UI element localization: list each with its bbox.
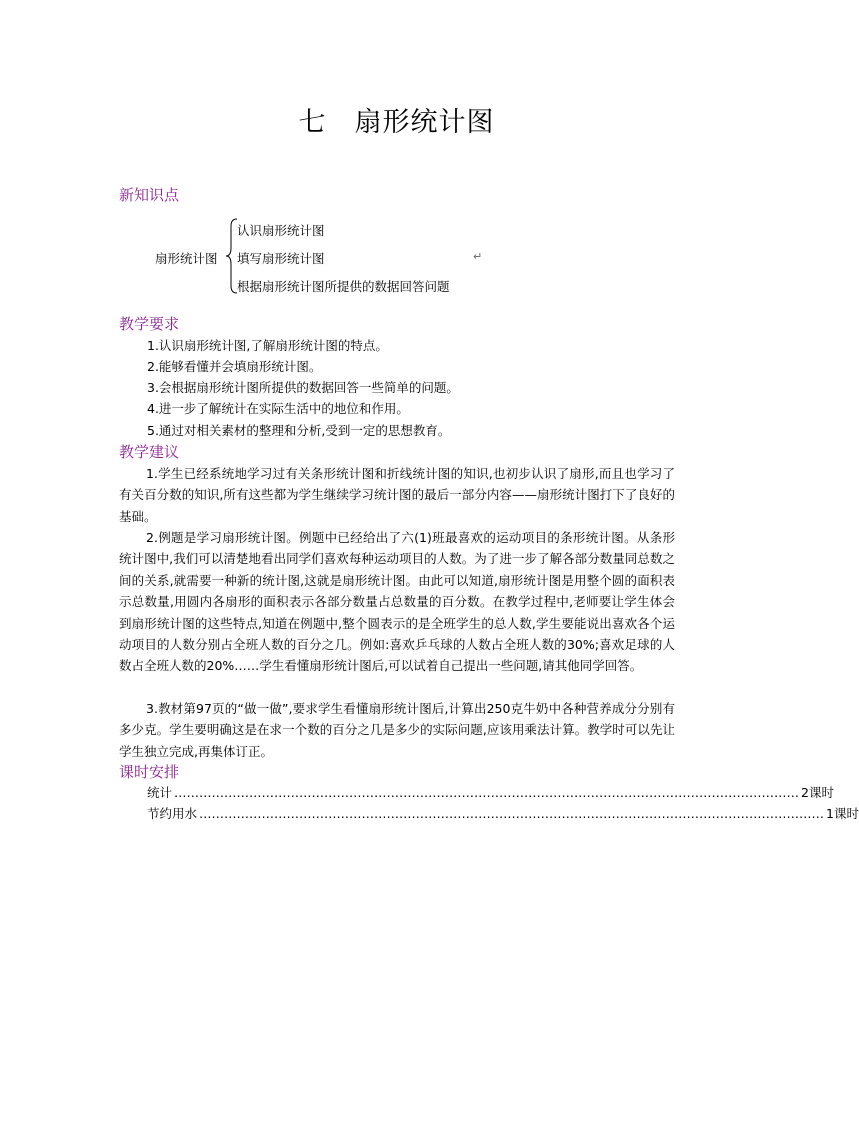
schedule-item-hours: 2课时 xyxy=(801,785,834,800)
requirement-item: 5.通过对相关素材的整理和分析,受到一定的思想教育。 xyxy=(147,423,451,438)
section-heading-requirements: 教学要求 xyxy=(119,315,180,333)
schedule-item-name: 统计 xyxy=(147,785,173,800)
requirement-item: 4.进一步了解统计在实际生活中的地位和作用。 xyxy=(147,401,409,416)
schedule-item-name: 节约用水 xyxy=(147,806,198,821)
knowledge-tree-root: 扇形统计图 xyxy=(155,251,218,266)
schedule-item-hours: 1课时 xyxy=(826,806,859,821)
knowledge-tree-item: 根据扇形统计图所提供的数据回答问题 xyxy=(237,279,450,294)
leader-dots: …………………………………………………………………………………………………………………………………… xyxy=(174,785,800,800)
paragraph-return-icon: ↵ xyxy=(473,250,483,263)
knowledge-tree-item: 认识扇形统计图 xyxy=(237,223,325,238)
suggestion-paragraph: 3.教材第97页的“做一做”,要求学生看懂扇形统计图后,计算出250克牛奶中各种营养成分分别有多少克。学生要明确这是在求一个数的百分之几是多少的实际问题,应该用乘法计算。教学时可以先让学生独立完成,再集体订正。 xyxy=(119,701,675,759)
requirement-item: 3.会根据扇形统计图所提供的数据回答一些简单的问题。 xyxy=(147,380,459,395)
requirement-item: 2.能够看懂并会填扇形统计图。 xyxy=(147,359,322,374)
section-heading-new-knowledge: 新知识点 xyxy=(119,186,180,204)
requirement-item: 1.认识扇形统计图,了解扇形统计图的特点。 xyxy=(147,338,388,353)
schedule-row xyxy=(147,783,834,801)
knowledge-tree-item: 填写扇形统计图 xyxy=(237,251,325,266)
section-heading-schedule: 课时安排 xyxy=(119,763,180,781)
leader-dots: …………………………………………………………………………………………………………………………………… xyxy=(199,806,825,821)
section-heading-suggestions: 教学建议 xyxy=(119,443,180,461)
page-title: 七 扇形统计图 xyxy=(298,107,495,138)
suggestion-paragraph: 2.例题是学习扇形统计图。例题中已经给出了六(1)班最喜欢的运动项目的条形统计图。从条形统计图中,我们可以清楚地看出同学们喜欢每种运动项目的人数。为了进一步了解各部分数量同总数之间的关系,就需要一种新的统计图,这就是扇形统计图。由此可以知道,扇形统计图是用整个圆的面积表示总数量,用圆内各扇形的面积表示各部分数量占总数量的百分数。在教学过程中,老师要让学生体会到扇形统计图的这些特点,知道在例题中,整个圆表示的是全班学生的总人数,学生要能说出喜欢各个运动项目的人数分别占全班人数的百分之几。例如:喜欢乒乓球的人数占全班人数的30%;喜欢足球的人数占全班人数的20%……学生看懂扇形统计图后,可以试着自己提出一些问题,请其他同学回答。 xyxy=(119,530,675,674)
schedule-row xyxy=(147,804,859,822)
suggestion-paragraph: 1.学生已经系统地学习过有关条形统计图和折线统计图的知识,也初步认识了扇形,而且也学习了有关百分数的知识,所有这些都为学生继续学习统计图的最后一部分内容——扇形统计图打下了良好的基础。 xyxy=(119,466,675,524)
